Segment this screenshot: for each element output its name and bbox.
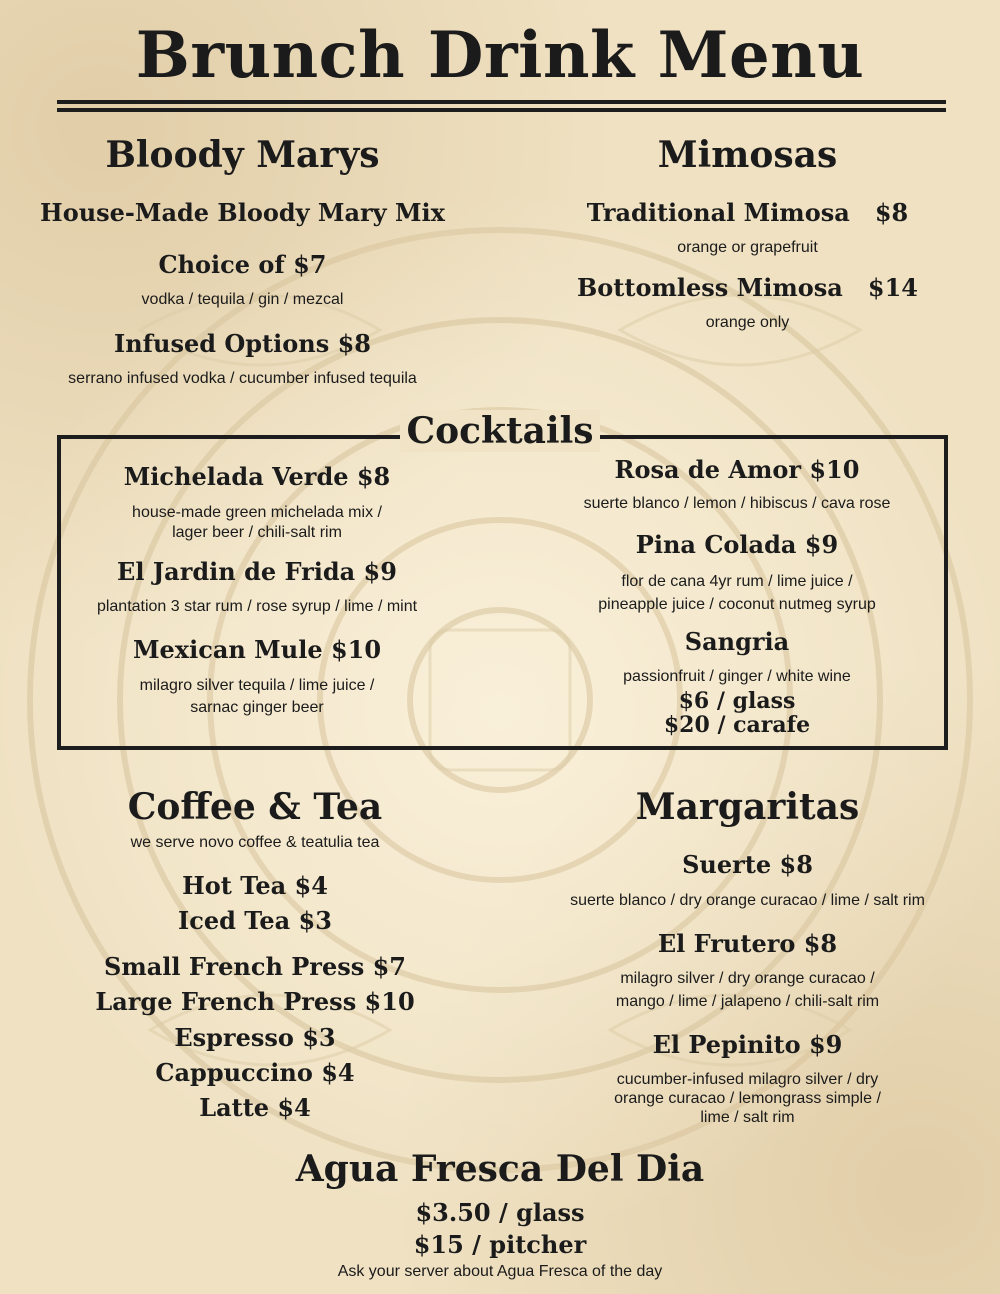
margarita-name: El Pepinito $9 [652,1030,843,1059]
coffee-tea-item: Espresso $3 [174,1023,336,1052]
cocktail-desc: pineapple juice / coconut nutmeg syrup [598,596,876,613]
cocktail-name: El Jardin de Frida $9 [117,557,397,586]
cocktail-name: Pina Colada $9 [635,530,839,559]
mimosa-item-name: Bottomless Mimosa $14 [577,273,918,302]
mimosa-item-desc: orange or grapefruit [677,239,818,256]
bloody-mary-infused: Infused Options $8 [114,329,371,358]
margarita-desc: lime / salt rim [700,1109,795,1126]
coffee-tea-item: Cappuccino $4 [155,1058,355,1087]
sangria-carafe-price: $20 / carafe [663,712,811,738]
cocktail-desc: flor de cana 4yr rum / lime juice / [621,573,853,590]
cocktail-name: Sangria [684,627,790,656]
title-rule-bottom [57,108,946,112]
bloody-marys-heading: Bloody Marys [105,134,380,176]
sangria-glass-price: $6 / glass [678,688,796,714]
coffee-tea-item: Large French Press $10 [95,987,415,1016]
bloody-mary-choice: Choice of $7 [158,250,327,279]
cocktail-name: Rosa de Amor $10 [614,455,860,484]
bloody-mary-mix: House-Made Bloody Mary Mix [40,198,445,227]
cocktail-desc: lager beer / chili-salt rim [172,524,342,541]
mimosas-heading: Mimosas [657,134,838,176]
cocktail-desc: house-made green michelada mix / [132,504,382,521]
coffee-tea-item: Iced Tea $3 [178,906,332,935]
cocktail-desc: milagro silver tequila / lime juice / [139,677,375,694]
cocktail-desc: sarnac ginger beer [190,699,324,716]
agua-fresca-glass-price: $3.50 / glass [415,1198,585,1227]
coffee-tea-subtitle: we serve novo coffee & teatulia tea [130,834,380,851]
coffee-tea-heading: Coffee & Tea [127,786,383,828]
mimosa-item-desc: orange only [705,314,790,331]
margarita-desc: suerte blanco / dry orange curacao / lime / salt rim [570,892,925,909]
bloody-mary-infused-desc: serrano infused vodka / cucumber infused tequila [68,370,417,387]
agua-fresca-heading: Agua Fresca Del Dia [295,1148,705,1190]
margaritas-heading: Margaritas [635,786,860,828]
coffee-tea-item: Latte $4 [199,1093,311,1122]
agua-fresca-pitcher-price: $15 / pitcher [413,1230,587,1259]
margarita-desc: orange curacao / lemongrass simple / [614,1090,881,1107]
title-rule-top [57,100,946,104]
cocktail-desc: plantation 3 star rum / rose syrup / lime / mint [96,598,418,615]
margarita-name: El Frutero $8 [657,929,838,958]
coffee-tea-item: Hot Tea $4 [182,871,328,900]
margarita-name: Suerte $8 [682,850,813,879]
menu-title: Brunch Drink Menu [135,18,865,93]
cocktail-name: Mexican Mule $10 [132,635,382,664]
cocktail-desc: passionfruit / ginger / white wine [623,668,851,685]
bloody-mary-choice-desc: vodka / tequila / gin / mezcal [141,291,344,308]
cocktail-name: Michelada Verde $8 [123,462,391,491]
cocktails-heading: Cocktails [400,410,600,452]
agua-fresca-note: Ask your server about Agua Fresca of the day [337,1263,663,1280]
cocktail-desc: suerte blanco / lemon / hibiscus / cava rose [583,495,891,512]
margarita-desc: cucumber-infused milagro silver / dry [616,1071,879,1088]
margarita-desc: milagro silver / dry orange curacao / [620,970,875,987]
mimosa-item-name: Traditional Mimosa $8 [586,198,909,227]
margarita-desc: mango / lime / jalapeno / chili-salt rim [615,993,880,1010]
coffee-tea-item: Small French Press $7 [103,952,406,981]
